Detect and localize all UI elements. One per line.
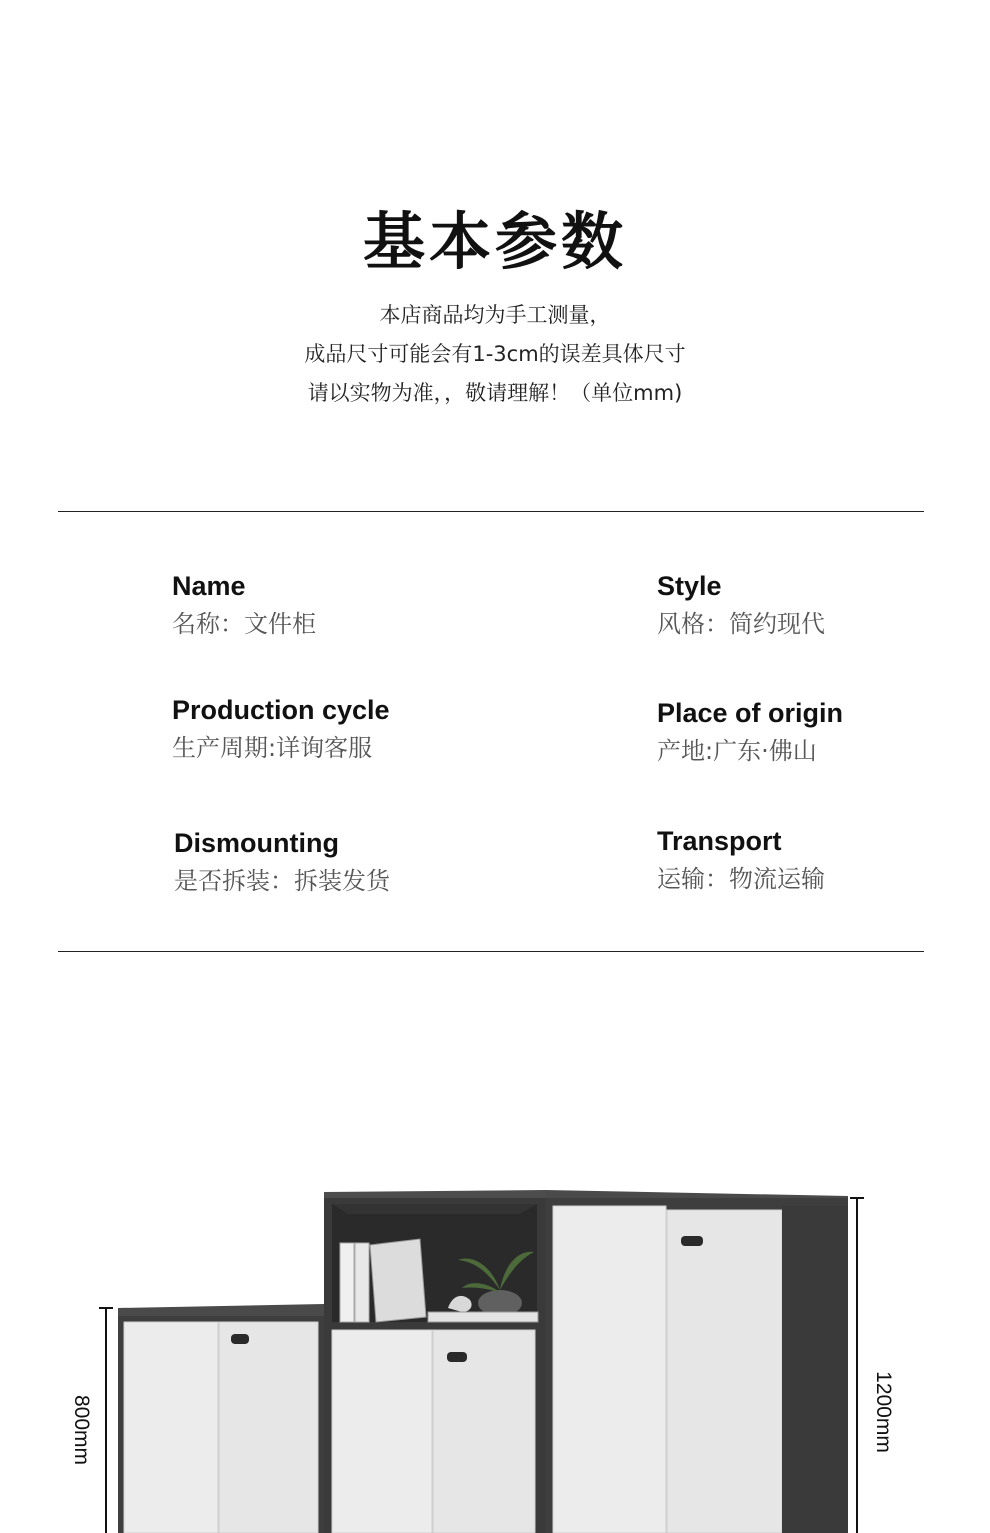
dimension-label-right: 1200mm: [871, 1371, 895, 1453]
cabinet-middle: [324, 1190, 545, 1533]
param-production-cycle-zh: 生产周期:详询客服: [172, 734, 373, 762]
cabinet-right: [545, 1190, 848, 1533]
param-dismounting-zh: 是否拆装：拆装发货: [174, 867, 390, 895]
door-left-b: [219, 1322, 318, 1533]
param-name-zh: 名称：文件柜: [172, 610, 316, 638]
note-line-1: 本店商品均为手工测量，: [379, 303, 611, 327]
binder: [340, 1243, 354, 1322]
param-style-en: Style: [657, 571, 722, 601]
door-right-a: [553, 1206, 666, 1533]
param-dismounting-en: Dismounting: [174, 828, 339, 858]
note-line-3: 请以实物为准，，敬请理解！（单位mm): [307, 381, 683, 405]
dimension-line-right: [850, 1198, 864, 1533]
lock-icon: [447, 1352, 467, 1362]
param-place-of-origin-zh: 产地:广东·佛山: [657, 737, 817, 765]
door-mid-a: [332, 1330, 432, 1533]
binder: [370, 1239, 426, 1322]
param-style-zh: 风格：简约现代: [657, 610, 825, 638]
dimension-line-left: [99, 1308, 113, 1533]
param-production-cycle-en: Production cycle: [172, 695, 390, 725]
param-transport-en: Transport: [657, 826, 782, 856]
book-stack: [428, 1312, 538, 1322]
param-transport-zh: 运输：物流运输: [657, 865, 825, 893]
cabinet-left: [118, 1304, 324, 1533]
param-name-en: Name: [172, 571, 246, 601]
page-title: 基本参数: [362, 205, 627, 278]
binder: [355, 1243, 369, 1322]
dimension-label-left: 800mm: [70, 1394, 94, 1466]
door-right-b: [667, 1210, 782, 1533]
note-line-2: 成品尺寸可能会有1-3cm的误差具体尺寸: [304, 342, 686, 366]
lock-icon: [231, 1334, 249, 1344]
lock-icon: [681, 1236, 703, 1246]
door-left-a: [124, 1322, 218, 1533]
param-place-of-origin-en: Place of origin: [657, 698, 844, 728]
